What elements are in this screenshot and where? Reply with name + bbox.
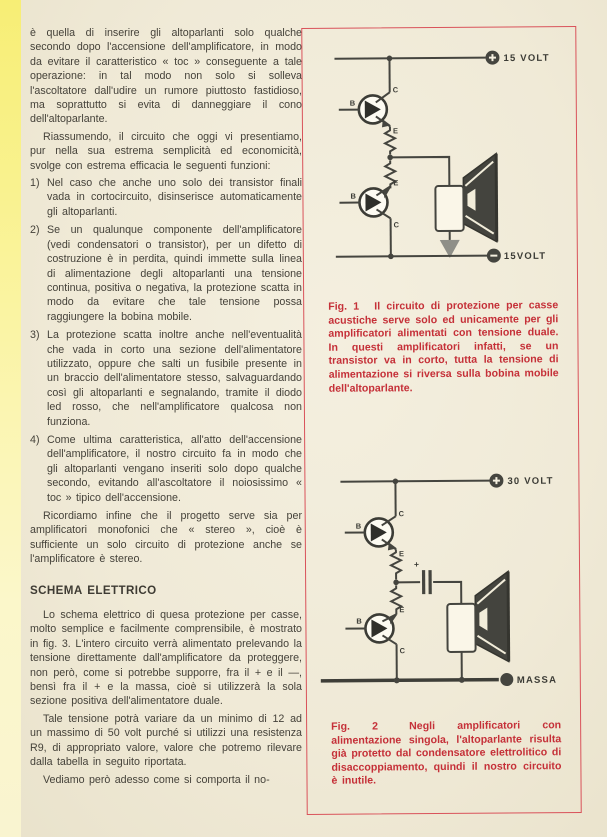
list-item-text: Se un qualunque componente dell'amplificatore (vedi condensatori o transistor), per un difetto di costruzione è in perdita, quindi immette sulla linea di alimentazione degli altoparlanti una tensione continua, positiva o negativa, la protezione scatta in modo da evitare che tale tensione possa raggiungere la bobina mobile.	[47, 224, 302, 323]
capacitor-polarity-label: +	[413, 559, 420, 570]
article-paragraph-last-line: Vediamo però adesso come si comporta il no-	[43, 773, 270, 786]
plus-terminal-icon	[489, 474, 503, 488]
fig1-negative-rail	[336, 248, 546, 263]
article-paragraph-summary: Riassumendo, il circuito che oggi vi presentiamo, pur nella sua estrema semplicità ed economicità, svolge con estrema efficacia le seguenti funzioni:	[30, 130, 302, 172]
pin-label-e: E	[399, 605, 405, 615]
fig1-circuit-diagram	[302, 27, 577, 279]
ground-terminal-icon	[500, 673, 513, 686]
list-item-text: Come ultima caratteristica, all'atto dell'accensione dell'amplificatore, il nostro circuito fa in modo che gli altoparlanti vengano inseriti solo dopo qualche secondo, evitando all'ascoltatore il noiosissimo « toc » tipico dell'accensione.	[47, 433, 302, 504]
minus-terminal-icon	[487, 249, 501, 263]
fig1-caption-label: Fig. 1	[328, 300, 360, 313]
junction-dot	[388, 254, 394, 260]
junction-dot	[394, 677, 400, 683]
list-item	[30, 433, 302, 505]
rail-voltage-label: 30 VOLT	[507, 475, 554, 488]
pin-label-e: E	[393, 178, 399, 188]
list-item-text: La protezione scatta inoltre anche nell'eventualità che vada in corto una sezione dell'alimentatore utilizzato, oppure che salti un fusibile presente in un braccio dell'alimentatore stesso, salvaguardando così gli altoparlanti e segnalando, tramite il diodo led rosso, che nell'amplificatore qualcosa non funziona.	[47, 329, 302, 428]
list-item-text: Nel caso che anche uno solo dei transistor finali vada in cortocircuito, disinserisce automaticamente gli altoparlanti.	[47, 177, 302, 218]
article-column	[30, 26, 302, 790]
article-paragraph-stereo-note: Ricordiamo infine che il progetto serve sia per amplificatori monofonici che « stereo », cioè è sufficiente un solo circuito di protezione anche se l'amplificatore è stereo.	[30, 510, 302, 566]
list-item-number: 4)	[30, 433, 40, 446]
figure-box	[301, 26, 581, 815]
rail-voltage-label: 15VOLT	[503, 250, 547, 263]
fig2-caption-label: Fig. 2	[331, 720, 379, 733]
list-item	[30, 328, 302, 429]
rail-voltage-label: 15 VOLT	[503, 52, 550, 65]
section-heading: SCHEMA ELETTRICO	[30, 583, 157, 597]
article-paragraph-continuation: è quella di inserire gli altoparlanti solo qualche secondo dopo l'accensione dell'amplificatore, in modo da evitare il caratteristico « toc » conseguente a tale operazione: in tal modo non solo si solleva l'ascoltatore dall'udire un rumore piuttosto fastidioso, ma soprattutto si evita di danneggiare il cono dell'altoparlante.	[30, 27, 302, 126]
fig1-caption	[328, 299, 559, 396]
fig2-ground-rail	[321, 673, 557, 688]
fig2-caption	[331, 719, 561, 789]
fig1-positive-rail	[334, 50, 549, 66]
capacitor-symbol	[396, 559, 461, 604]
pin-label-c: C	[393, 220, 400, 230]
wire-to-speaker	[390, 157, 449, 186]
list-item-number: 1)	[30, 177, 40, 190]
fig2-positive-rail	[340, 473, 553, 488]
fig2-caption-text: Negli amplificatori con alimentazione singola, l'altoparlante risulta già protetto dal condensatore elettrolitico di disaccoppiamento, quindi il nostro circuito è inutile.	[331, 719, 562, 788]
pin-label-b: B	[356, 616, 362, 626]
speaker-icon	[435, 154, 497, 258]
fig1-caption-text: Il circuito di protezione per casse acustiche serve solo ed unicamente per gli amplificatori alimentati con tensione duale. In questi amplificatori infatti, se un transistor va in corto, tutta la tensione di alimentazione si riversa sulla bobina mobile dell'altoparlante.	[328, 299, 559, 395]
pin-label-e: E	[398, 549, 404, 559]
pin-label-c: C	[392, 85, 399, 95]
speaker-icon	[447, 572, 509, 680]
pin-label-c: C	[399, 646, 406, 656]
article-paragraph-schema: Lo schema elettrico di quesa protezione per casse, molto semplice e facilmente comprensibile, è mostrato in fig. 3. L'intero circuito verrà alimentato prelevando la tensione direttamente dall'amplificatore da proteggere, non però, come si potrebbe supporre, fra il + e il —, bensì fra il + e la massa, cioè si utilizzerà la sola sezione positiva dell'alimentatore duale.	[30, 609, 302, 708]
plus-terminal-icon	[485, 51, 499, 65]
list-item-number: 3)	[30, 329, 40, 342]
list-item	[30, 223, 302, 324]
fig2-circuit-diagram	[305, 455, 580, 702]
pin-label-c: C	[398, 509, 405, 519]
page-edge-yellow-strip	[0, 0, 21, 837]
list-item	[30, 176, 302, 219]
junction-dot	[459, 677, 465, 683]
pin-label-b: B	[355, 521, 362, 531]
article-paragraph-voltage-range: Tale tensione potrà variare da un minimo di 12 ad un massimo di 50 volt purché si utilizzi una resistenza R9, di appropriato valore, valore che potremo rilevare dalla tabella in seguito riportata.	[30, 712, 302, 769]
pin-label-b: B	[349, 98, 356, 108]
ground-label: MASSA	[516, 674, 558, 686]
pin-label-b: B	[350, 191, 356, 201]
pin-label-e: E	[392, 126, 399, 136]
list-item-number: 2)	[30, 224, 40, 237]
